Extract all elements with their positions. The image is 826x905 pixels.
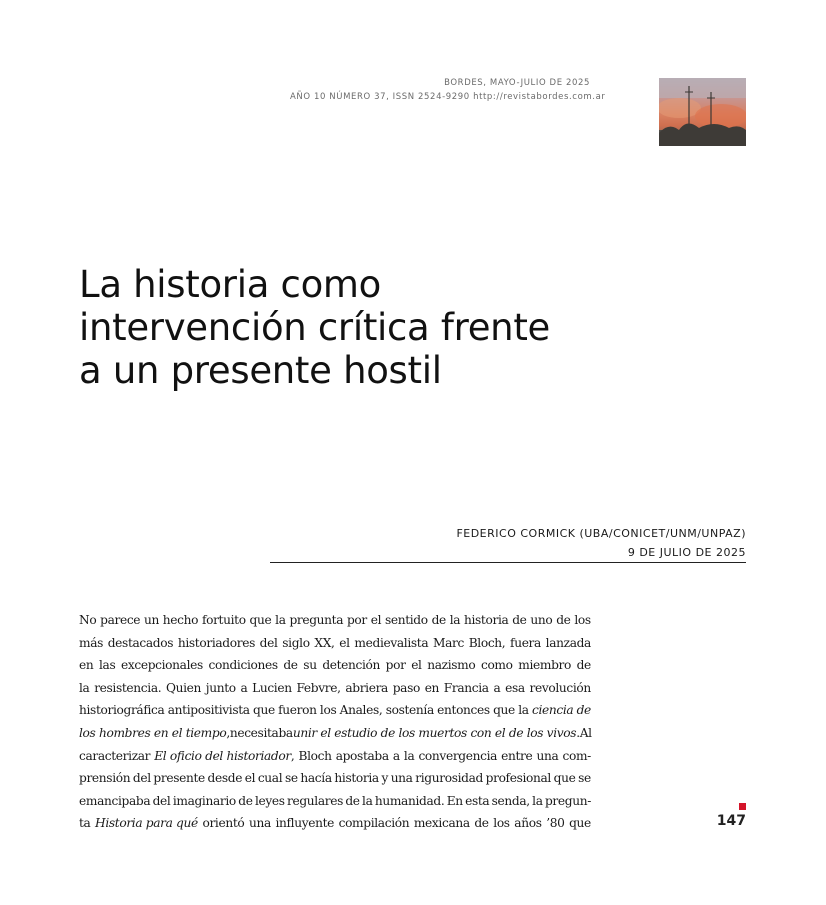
body-word: por — [385, 658, 406, 673]
body-word: revolución — [529, 680, 591, 695]
body-word-group — [345, 790, 359, 813]
body-word: hecho — [162, 613, 199, 627]
body-word: que — [249, 613, 272, 627]
body-word: la — [532, 793, 543, 808]
body-word-group — [250, 609, 272, 632]
title-line: La historia como — [79, 263, 381, 306]
body-word-group — [469, 632, 506, 655]
body-word-group — [245, 767, 255, 790]
body-word-group — [298, 745, 331, 768]
body-word-group — [153, 767, 204, 790]
body-word: fueron — [278, 703, 317, 718]
body-word: destacados — [107, 635, 174, 650]
body-word: influyente — [275, 816, 335, 831]
body-word: hacía — [300, 771, 332, 786]
body-line — [79, 812, 591, 835]
body-word: el — [339, 635, 350, 650]
body-word: a — [392, 748, 400, 763]
body-word: y — [381, 771, 389, 786]
publication-date: 9 DE JULIO DE 2025 — [627, 546, 746, 559]
body-word-group — [577, 699, 591, 722]
page-number: 147 — [716, 813, 746, 829]
page-marker-square — [739, 803, 746, 810]
body-word: del — [259, 635, 278, 650]
body-word-group — [418, 745, 497, 768]
body-word: el — [370, 613, 382, 627]
body-word: Al — [579, 725, 592, 740]
title-line: a un presente hostil — [79, 349, 442, 392]
body-word-group — [240, 677, 247, 700]
body-word: Bloch — [298, 748, 332, 763]
body-word-group — [275, 812, 334, 835]
body-word-group — [79, 654, 93, 677]
body-word-group — [252, 677, 292, 700]
body-word: historiográfica — [79, 703, 165, 718]
body-word: que — [493, 703, 515, 718]
body-word-group — [545, 790, 591, 813]
body-word: paso — [392, 680, 420, 695]
body-word: la — [403, 748, 415, 763]
body-word-group — [563, 745, 591, 768]
body-word: profesional — [485, 771, 551, 786]
body-word-group — [282, 632, 309, 655]
body-word: en — [424, 680, 440, 695]
body-word: los — [574, 613, 591, 627]
body-word-group — [320, 699, 336, 722]
body-word: las — [98, 658, 116, 673]
body-word: prensión — [79, 771, 131, 786]
body-word-group — [173, 790, 236, 813]
body-word: siglo — [282, 635, 310, 650]
body-word-group — [386, 699, 434, 722]
body-word-group — [209, 654, 278, 677]
body-word-group — [486, 767, 551, 790]
article-title — [79, 263, 639, 392]
body-word-group — [493, 812, 509, 835]
body-line — [79, 632, 591, 655]
body-word: fuera — [510, 635, 541, 650]
body-word-group — [202, 812, 244, 835]
body-word-group — [206, 677, 236, 700]
body-word-group — [529, 677, 590, 700]
body-word: una — [390, 771, 413, 786]
body-word: el — [244, 771, 256, 786]
body-word: el — [411, 658, 422, 673]
body-word: compilación — [338, 816, 410, 831]
body-word-group — [260, 632, 278, 655]
body-word-group — [336, 745, 389, 768]
body-word: com- — [562, 748, 591, 763]
body-word-group — [386, 654, 406, 677]
body-word-group — [464, 609, 508, 632]
body-word: necesitaba — [229, 725, 293, 740]
body-word: entre — [501, 748, 533, 763]
body-word-group — [481, 654, 513, 677]
body-word: sentido — [384, 613, 428, 627]
body-word-group — [121, 654, 203, 677]
body-word: de — [283, 658, 298, 673]
body-word: su — [303, 658, 317, 673]
body-word: apostaba — [335, 748, 389, 763]
body-word: por — [346, 613, 367, 627]
body-word-group — [79, 609, 96, 632]
italic-text: ciencia — [531, 703, 574, 718]
body-word-group — [465, 790, 489, 813]
body-word-group — [79, 677, 89, 700]
body-word-group — [530, 609, 552, 632]
body-word: Febvre, — [296, 680, 341, 695]
body-word: que — [569, 816, 591, 831]
byline — [270, 524, 746, 562]
body-word: esta — [465, 793, 490, 808]
body-word: a — [493, 680, 501, 695]
body-word: de — [345, 793, 360, 808]
body-word-group — [178, 632, 255, 655]
body-word: una — [248, 816, 271, 831]
body-word-group — [532, 699, 573, 722]
body-word-group — [287, 790, 343, 813]
body-word-group — [108, 632, 173, 655]
body-word-group — [202, 609, 246, 632]
body-word-group — [79, 722, 230, 745]
body-word-group — [249, 812, 271, 835]
body-word: lanzada — [545, 635, 591, 650]
article-body — [79, 609, 591, 835]
body-word-group — [275, 609, 285, 632]
body-word: años — [514, 816, 542, 831]
body-word-group — [345, 677, 388, 700]
body-word-group — [154, 745, 294, 768]
body-word-group — [79, 632, 103, 655]
body-line — [79, 722, 591, 745]
body-word-group — [278, 699, 317, 722]
body-word-group — [578, 767, 591, 790]
body-word-group — [569, 812, 591, 835]
body-word: caracterizar — [79, 748, 151, 763]
body-word-group — [79, 812, 90, 835]
body-word: un — [143, 613, 159, 627]
body-word: Anales, — [339, 703, 383, 718]
body-word-group — [393, 745, 400, 768]
cover-thumbnail-image — [659, 78, 746, 146]
body-line — [79, 654, 591, 677]
body-word: de — [431, 613, 446, 627]
body-word: ’80 — [546, 816, 565, 831]
body-word-group — [546, 812, 564, 835]
body-word-group — [493, 699, 515, 722]
italic-text: los hombres en el tiempo — [79, 725, 227, 740]
body-word: la — [79, 680, 90, 695]
body-word-group — [510, 632, 541, 655]
body-line — [79, 609, 591, 632]
body-word: nazismo — [427, 658, 476, 673]
body-word-group — [532, 790, 542, 813]
body-word: a — [240, 680, 248, 695]
body-word: No — [79, 613, 97, 627]
body-word-group — [163, 609, 198, 632]
body-word-group — [253, 699, 275, 722]
body-word-group — [255, 790, 285, 813]
body-word-group — [577, 654, 591, 677]
body-word-group — [79, 745, 150, 768]
body-word: de — [576, 658, 591, 673]
body-word: historiadores — [177, 635, 255, 650]
body-word-group — [362, 790, 372, 813]
body-word-group — [371, 609, 381, 632]
journal-issn-url: AÑO 10 NÚMERO 37, ISSN 2524-9290 http://revistabordes.com.ar — [290, 92, 606, 102]
body-word: de — [474, 816, 489, 831]
body-word-group — [411, 654, 421, 677]
body-word-group — [518, 699, 528, 722]
body-word-group — [230, 722, 293, 745]
body-word: más — [79, 635, 104, 650]
italic-text: unir el estudio de los muertos con el de los vivos — [292, 725, 577, 740]
body-word-group — [285, 767, 298, 790]
body-word: de — [238, 793, 253, 808]
body-word-group — [391, 767, 413, 790]
body-word: convergencia — [418, 748, 498, 763]
body-word: resistencia. — [94, 680, 162, 695]
body-word: orientó — [202, 816, 245, 831]
body-word: los — [493, 816, 510, 831]
body-word: la — [449, 613, 461, 627]
body-word-group — [133, 767, 151, 790]
body-word-group — [208, 767, 243, 790]
body-word-group — [518, 654, 571, 677]
body-word: sostenía — [385, 703, 434, 718]
body-word: senda, — [491, 793, 530, 808]
body-word: desde — [207, 771, 243, 786]
body-word: Francia — [443, 680, 489, 695]
body-word-group — [427, 654, 475, 677]
body-word: que — [553, 771, 576, 786]
body-line — [79, 745, 591, 768]
body-word: se — [284, 771, 298, 786]
body-word: emancipaba — [79, 793, 151, 808]
body-word: excepcionales — [120, 658, 203, 673]
author-name: FEDERICO CORMICK (UBA/CONICET/UNM/UNPAZ) — [456, 527, 746, 540]
body-word: imaginario — [172, 793, 236, 808]
body-word: la — [275, 613, 286, 627]
body-word: ta — [79, 816, 91, 831]
body-word: miembro — [518, 658, 571, 673]
body-word-group — [381, 767, 388, 790]
body-word: del — [132, 771, 151, 786]
body-word-group — [425, 677, 439, 700]
body-word-group — [79, 699, 164, 722]
body-word-group — [79, 767, 130, 790]
body-word-group — [100, 609, 140, 632]
body-word-group — [289, 609, 343, 632]
body-word: fortuito — [201, 613, 246, 627]
body-word-group — [505, 677, 525, 700]
body-word-group — [258, 767, 282, 790]
body-word: abriera — [345, 680, 388, 695]
italic-text: Historia para qué — [95, 816, 198, 831]
body-word-group — [447, 790, 463, 813]
body-word: mexicana — [413, 816, 470, 831]
body-word-group — [238, 790, 252, 813]
body-word: la — [518, 703, 529, 718]
byline-divider — [270, 562, 746, 563]
body-word: leyes — [254, 793, 285, 808]
italic-text: El oficio del historiador — [154, 748, 291, 763]
body-word-group — [432, 609, 446, 632]
body-line — [79, 677, 591, 700]
body-word: historia — [463, 613, 509, 627]
body-word: esa — [505, 680, 525, 695]
body-word-group — [347, 609, 367, 632]
body-word: en — [79, 658, 94, 673]
body-word: la — [362, 793, 373, 808]
body-word-group — [492, 790, 530, 813]
body-word-group — [556, 609, 570, 632]
body-word-group — [580, 722, 592, 745]
body-word-group — [375, 790, 445, 813]
body-word-group — [437, 699, 490, 722]
body-word-group — [385, 609, 428, 632]
title-line: intervención crítica frente — [79, 306, 551, 349]
body-word: entonces — [437, 703, 490, 718]
body-word: cual — [257, 771, 283, 786]
body-word-group — [414, 812, 470, 835]
body-word: . — [576, 725, 580, 740]
body-word-group — [94, 677, 161, 700]
body-word-group — [166, 677, 201, 700]
body-word-group — [474, 812, 488, 835]
body-word: rigurosidad — [415, 771, 483, 786]
body-word: antipositivista — [167, 703, 250, 718]
body-word: que — [253, 703, 275, 718]
body-word-group — [536, 745, 558, 768]
body-word: pregun- — [544, 793, 591, 808]
body-word-group — [300, 767, 331, 790]
body-word-group — [433, 632, 464, 655]
body-word: , — [290, 748, 295, 763]
body-word: una — [536, 748, 559, 763]
body-word-group — [144, 609, 159, 632]
body-word-group — [296, 677, 340, 700]
body-word-group — [99, 654, 115, 677]
body-word: humanidad. — [374, 793, 445, 808]
body-word: como — [480, 658, 513, 673]
italic-text: de — [576, 703, 591, 718]
body-word-group — [340, 699, 383, 722]
body-word-group — [339, 812, 410, 835]
body-word-group — [153, 790, 171, 813]
body-word: medievalista — [354, 635, 429, 650]
body-word-group — [283, 654, 297, 677]
body-word-group — [303, 654, 316, 677]
body-word-group — [415, 767, 483, 790]
body-word-group — [334, 767, 378, 790]
body-word: Marc — [432, 635, 464, 650]
body-word-group — [314, 632, 334, 655]
body-word-group — [404, 745, 414, 768]
body-word: regulares — [287, 793, 343, 808]
body-word: junto — [205, 680, 236, 695]
body-word-group — [554, 767, 576, 790]
body-word: detención — [322, 658, 381, 673]
body-word: de — [512, 613, 527, 627]
body-word: XX, — [314, 635, 335, 650]
body-word-group — [444, 677, 489, 700]
body-word: presente — [153, 771, 205, 786]
body-word: pregunta — [289, 613, 344, 627]
body-word-group — [450, 609, 460, 632]
body-word-group — [322, 654, 380, 677]
body-word-group — [514, 812, 541, 835]
body-word-group — [493, 677, 500, 700]
body-word: se — [578, 771, 591, 786]
body-line — [79, 699, 591, 722]
body-word: Lucien — [252, 680, 292, 695]
body-line — [79, 767, 591, 790]
body-word-group — [293, 722, 580, 745]
body-word: historia — [334, 771, 379, 786]
body-word-group — [501, 745, 532, 768]
journal-issue-date: BORDES, MAYO-JULIO DE 2025 — [444, 78, 590, 88]
journal-header — [290, 76, 606, 104]
body-line — [79, 790, 591, 813]
body-word-group — [354, 632, 428, 655]
body-word-group — [574, 609, 590, 632]
body-word: En — [446, 793, 463, 808]
body-word: los — [319, 703, 337, 718]
body-word: Bloch, — [468, 635, 506, 650]
body-word: parece — [100, 613, 141, 627]
body-word-group — [339, 632, 349, 655]
body-word-group — [393, 677, 420, 700]
body-word: Quien — [165, 680, 202, 695]
body-word-group — [512, 609, 526, 632]
body-word: , — [226, 725, 230, 740]
body-word: de — [556, 613, 571, 627]
body-word: del — [152, 793, 171, 808]
body-word-group — [79, 790, 150, 813]
body-word-group — [168, 699, 250, 722]
body-word: uno — [530, 613, 553, 627]
body-word-group — [95, 812, 198, 835]
body-word-group — [546, 632, 591, 655]
body-word: condiciones — [208, 658, 278, 673]
